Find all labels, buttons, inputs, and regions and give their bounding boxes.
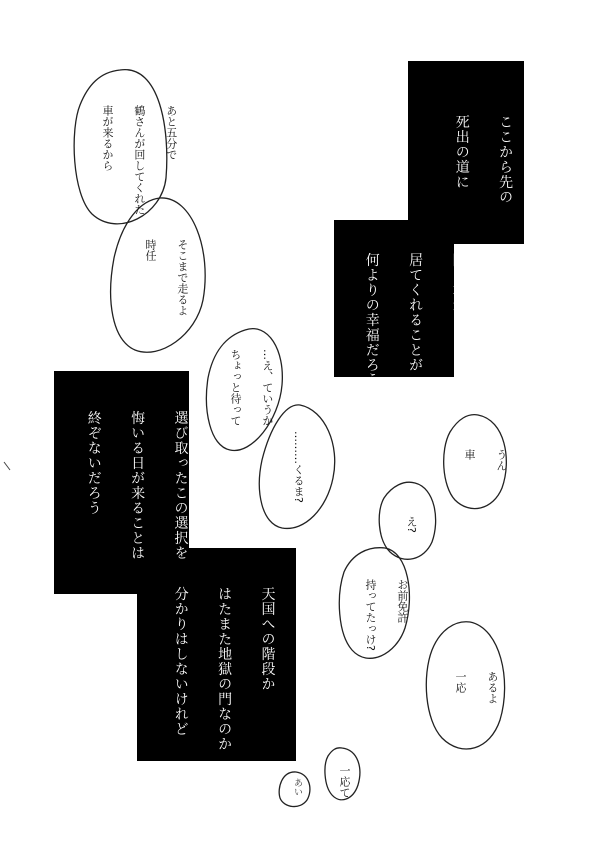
- speech-line: 車が来るから: [100, 105, 114, 171]
- speech-line: あと五分で: [164, 105, 178, 160]
- narration-line: はたまた地獄の門なのか: [216, 586, 233, 752]
- speech-line: 持ってたっけ?: [363, 579, 377, 651]
- narration-line: 天国への階段か: [259, 586, 276, 692]
- speech-line: あるよ: [485, 671, 499, 704]
- speech-text-6: [403, 509, 435, 533]
- narration-line: ここから先の: [497, 114, 514, 205]
- speech-line: …え、ていうか: [260, 349, 274, 426]
- narration-text-1: [450, 104, 537, 205]
- speech-line: そこまで走るよ: [175, 239, 189, 316]
- narration-text-3: [82, 400, 212, 561]
- artist-signature: あい: [291, 778, 302, 796]
- speech-line: 一応: [453, 671, 467, 693]
- narration-text-2: [360, 242, 490, 388]
- narration-line: 箱庭を出たこの先は: [302, 586, 319, 722]
- narration-text-4: [169, 576, 343, 752]
- speech-text-5: [461, 442, 525, 471]
- speech-text-7: [362, 572, 426, 651]
- speech-line: ………くるま?: [291, 431, 305, 503]
- narration-line: 選び取ったこの選択を: [172, 410, 189, 561]
- speech-line: お前免許: [395, 579, 409, 623]
- speech-text-4: [290, 424, 322, 503]
- speech-text-3: [227, 342, 291, 426]
- speech-line: 時任: [143, 239, 157, 261]
- speech-line: うん: [494, 449, 508, 471]
- speech-line: ちょっと待って: [228, 349, 242, 426]
- speech-line: 一応て: [337, 765, 351, 798]
- narration-line: 隣に君が: [450, 252, 467, 313]
- narration-line: 終ぞないだろう: [85, 410, 102, 516]
- narration-line: 悔いる日が来ることは: [129, 410, 146, 561]
- speech-line: え?: [404, 516, 418, 533]
- speech-text-9: [336, 758, 368, 798]
- speech-text-8: [452, 664, 516, 704]
- speech-text-2: [142, 232, 206, 316]
- speech-line: 車: [462, 449, 476, 460]
- narration-line: 何よりの幸福だろう: [363, 252, 380, 388]
- speech-line: 鶴さんが回してくれた: [132, 105, 146, 215]
- narration-line: 分かりはしないけれど: [172, 586, 189, 737]
- narration-line: 死出の道に: [453, 114, 470, 190]
- narration-line: 居てくれることが: [407, 252, 424, 373]
- speech-text-1: [99, 98, 195, 215]
